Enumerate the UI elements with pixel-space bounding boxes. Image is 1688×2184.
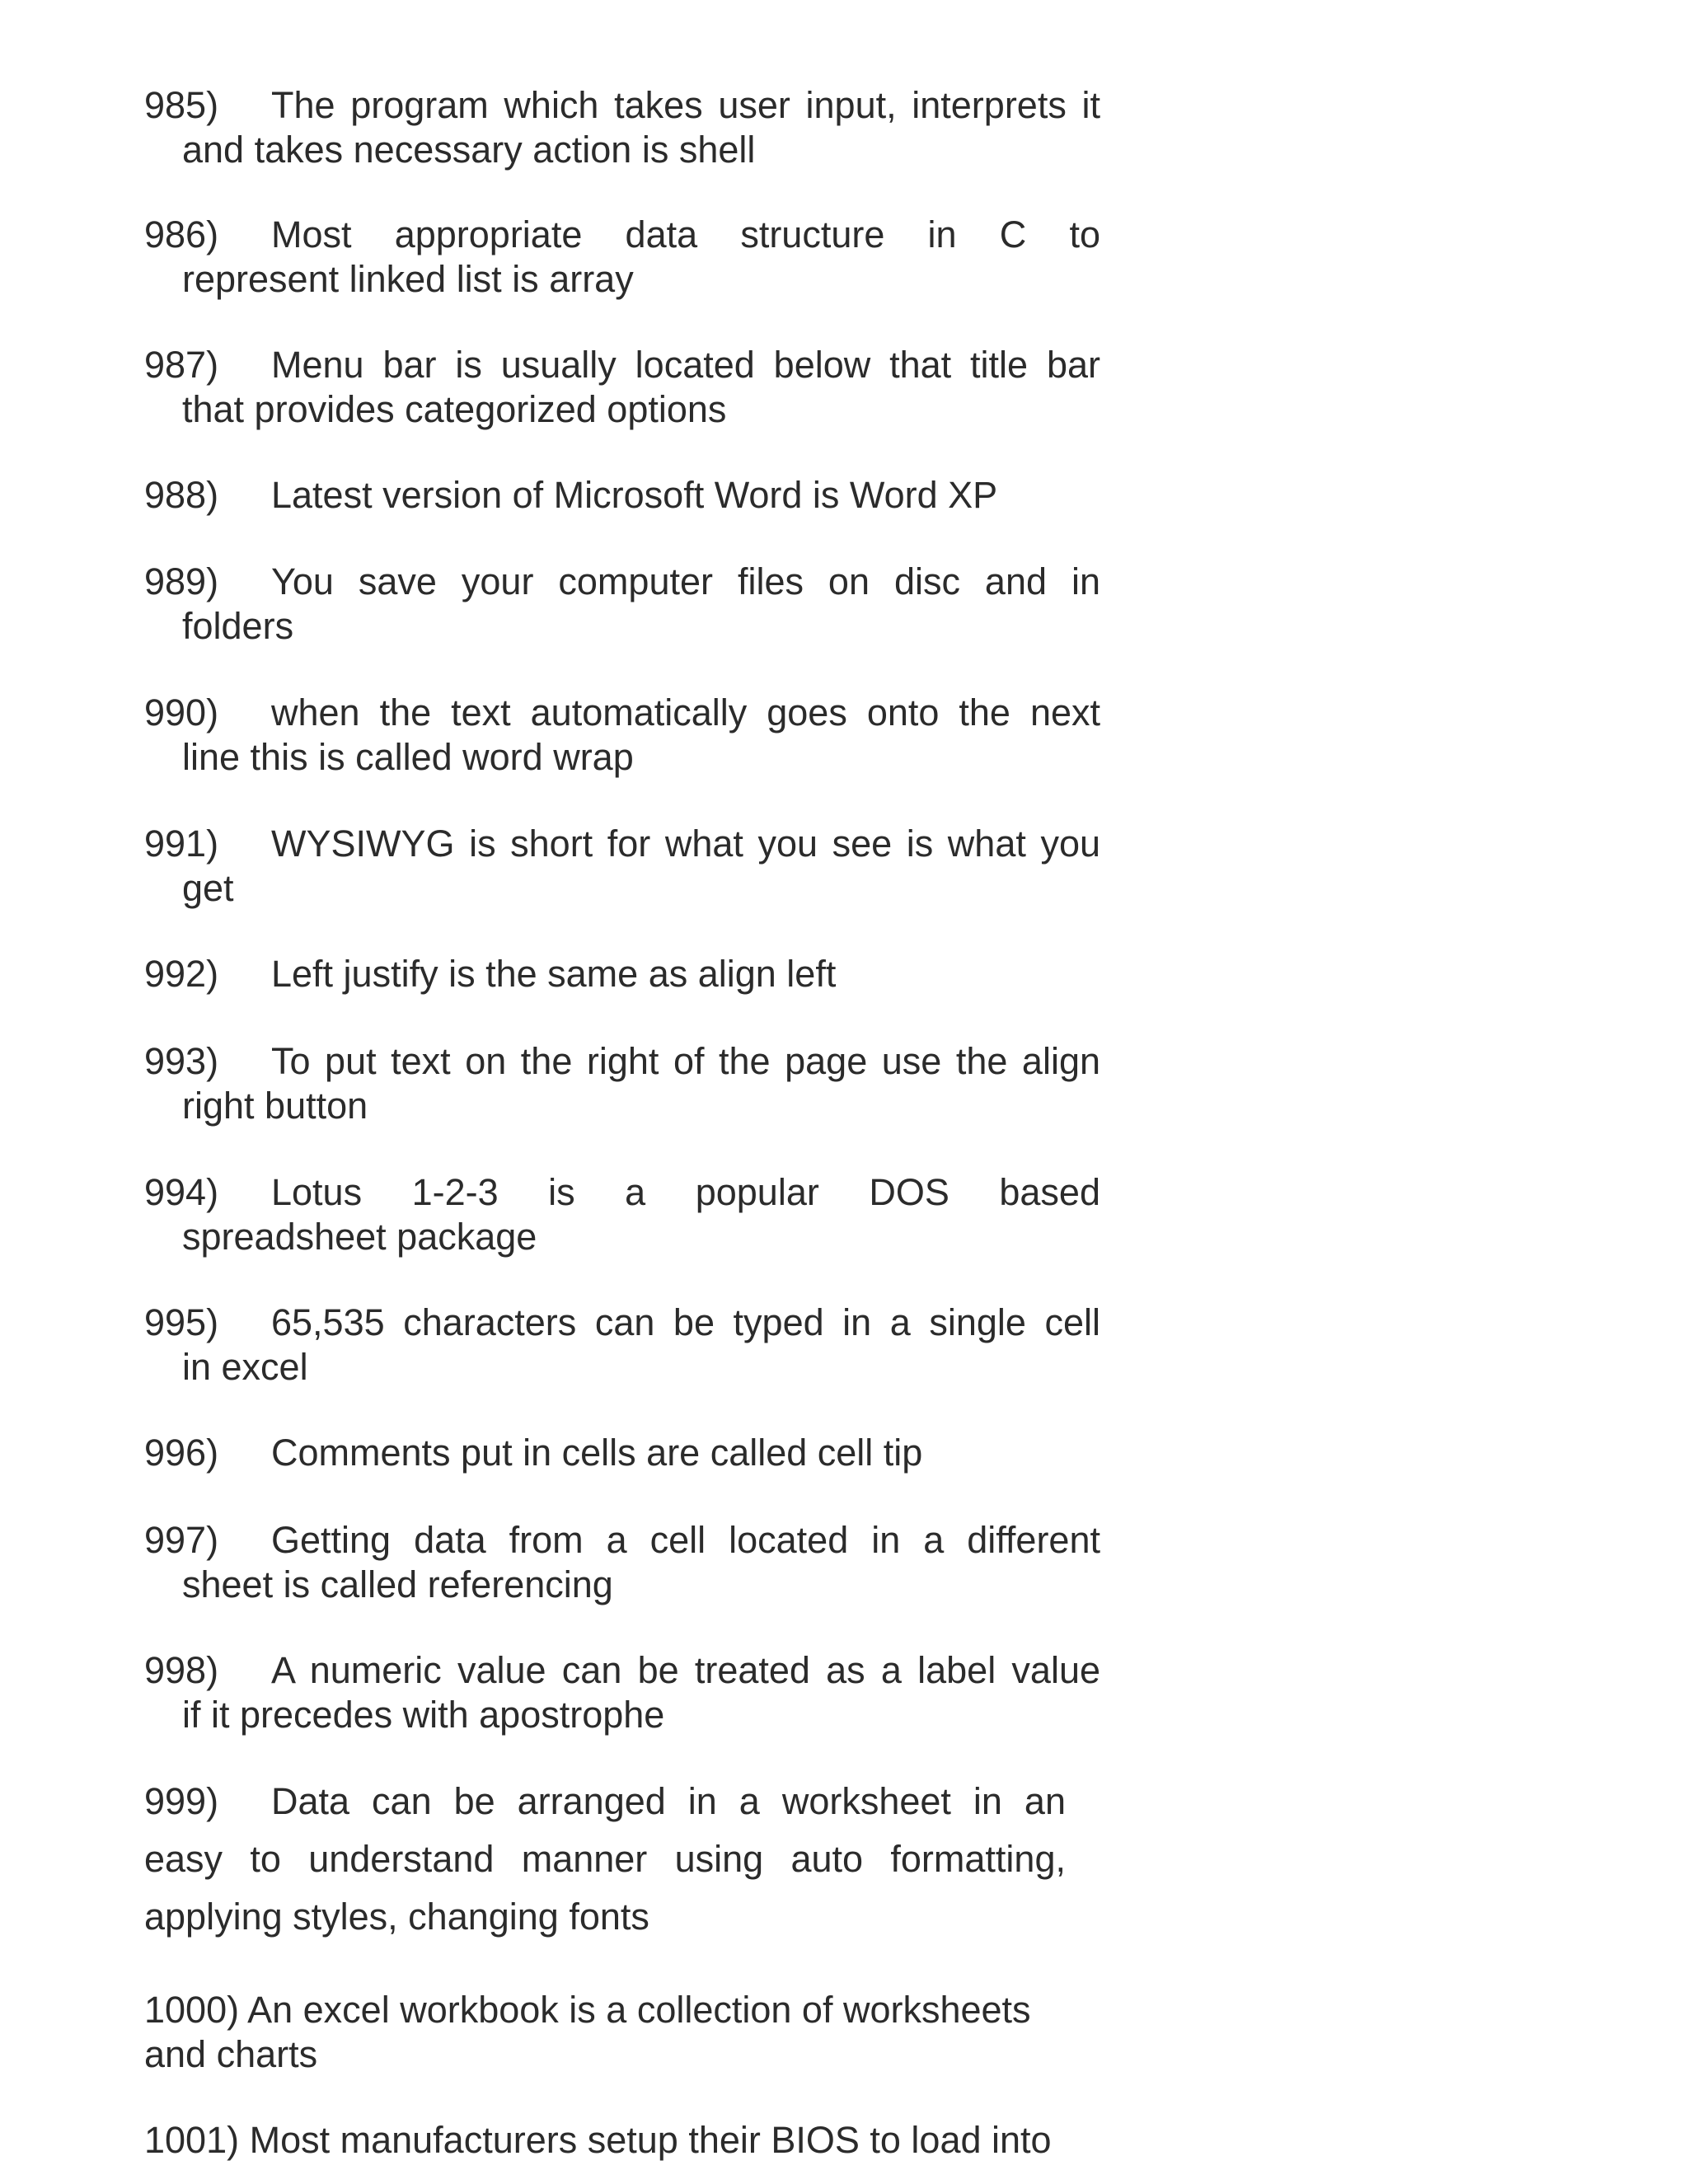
list-item [144,1170,1100,1259]
item-text: Latest version of Microsoft Word is Word XP [271,474,998,516]
item-text-continued: easy to understand manner using auto formatting, [144,1838,1066,1880]
list-item [144,1988,1133,2077]
item-number: 989) [144,560,219,602]
item-text: when the text automatically goes onto the next [271,691,1100,733]
item-text: 65,535 characters can be typed in a single cell [271,1301,1100,1343]
item-text-continued: spreadsheet package [182,1216,537,1258]
item-text-continued: line this is called word wrap [182,736,634,778]
item-text: Left justify is the same as align left [271,953,837,995]
item-number: 990) [144,691,219,733]
item-text: Getting data from a cell located in a different [271,1519,1100,1561]
list-item [144,1039,1100,1128]
item-number: 985) [144,84,219,126]
item-text: Data can be arranged in a worksheet in an [271,1780,1066,1822]
list-item [144,691,1100,780]
list-item [144,2118,1133,2163]
item-text: A numeric value can be treated as a label value [271,1649,1100,1691]
item-number: 995) [144,1301,219,1343]
list-item [144,1301,1100,1390]
list-item [144,473,1100,518]
list-item [144,1773,1066,1946]
item-text: The program which takes user input, interprets it [271,84,1100,126]
item-text-continued: and takes necessary action is shell [182,129,756,171]
item-number: 986) [144,213,219,255]
list-item [144,1431,1100,1475]
item-text-continued: that provides categorized options [182,388,727,430]
item-number: 993) [144,1040,219,1082]
item-number: 999) [144,1780,219,1822]
list-item [144,343,1100,432]
item-number: 996) [144,1432,219,1474]
list-item [144,1518,1100,1607]
item-text-continued: if it precedes with apostrophe [182,1694,665,1736]
list-item [144,952,1100,996]
item-number: 991) [144,823,219,865]
list-item [144,822,1100,911]
item-text: 1001) Most manufacturers setup their BIOS to load into [144,2119,1052,2161]
item-number: 988) [144,474,219,516]
item-text: WYSIWYG is short for what you see is what you [271,823,1100,865]
item-number: 987) [144,344,219,386]
item-text: 1000) An excel workbook is a collection of worksheets [144,1989,1031,2031]
item-text-continued: represent linked list is array [182,258,634,300]
item-number: 998) [144,1649,219,1691]
item-text-continued: sheet is called referencing [182,1563,613,1605]
item-text-continued: in excel [182,1346,308,1388]
list-item [144,560,1100,649]
item-number: 994) [144,1171,219,1213]
item-text: Lotus 1-2-3 is a popular DOS based [271,1171,1100,1213]
item-text-continued: applying styles, changing fonts [144,1896,649,1938]
item-text: Menu bar is usually located below that title bar [271,344,1100,386]
item-text-continued: right button [182,1085,368,1127]
item-text: To put text on the right of the page use the align [271,1040,1100,1082]
list-item [144,213,1100,302]
item-number: 997) [144,1519,219,1561]
item-text: Most appropriate data structure in C to [271,213,1100,255]
item-text: Comments put in cells are called cell tip [271,1432,923,1474]
item-text: You save your computer files on disc and in [271,560,1100,602]
list-item [144,1648,1100,1737]
item-number: 992) [144,953,219,995]
item-text-continued: and charts [144,2033,318,2075]
list-item [144,83,1100,172]
item-text-continued: folders [182,605,294,647]
item-text-continued: get [182,867,234,909]
